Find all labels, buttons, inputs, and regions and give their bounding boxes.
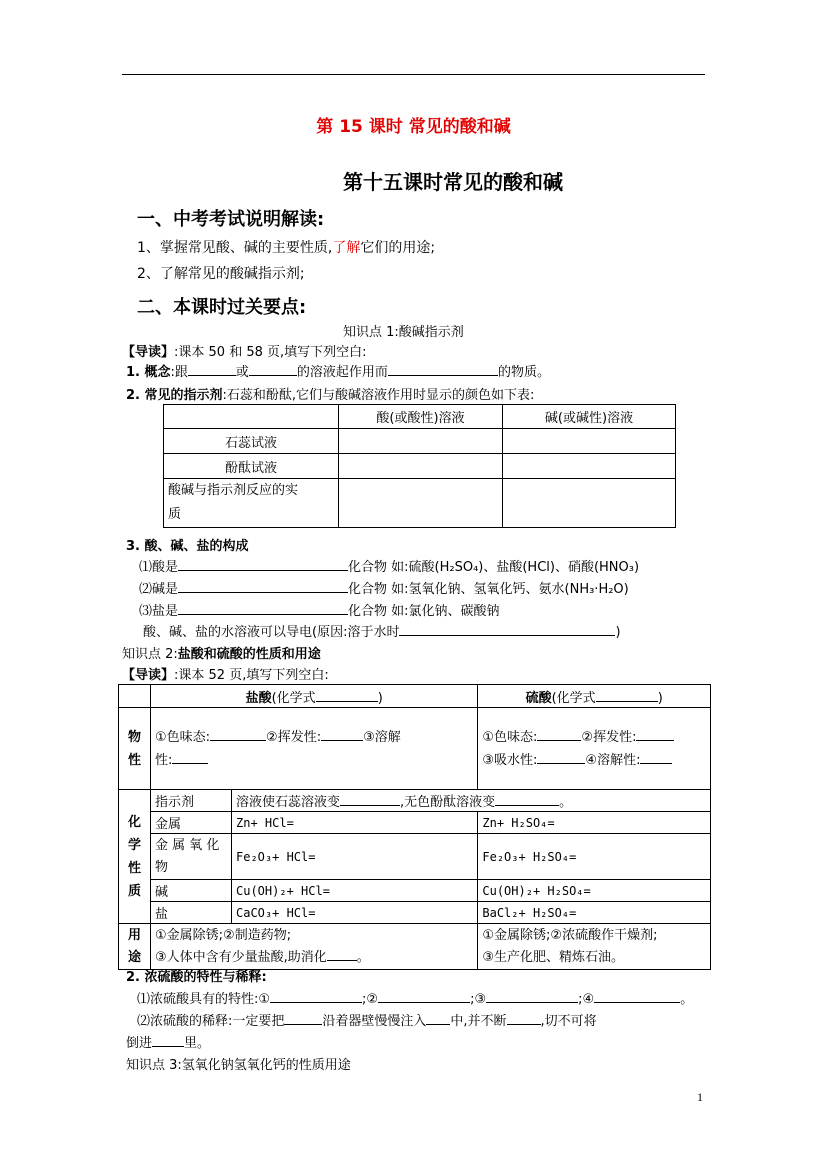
guide-1: 【导读】:课本 50 和 58 页,填写下列空白: [122, 345, 367, 360]
row-salt: 盐 [151, 902, 232, 924]
indicator-text: 溶液使石蕊溶液变 ,无色酚酞溶液变 。 [232, 790, 711, 812]
table1-cell[interactable] [339, 479, 503, 528]
lesson-title: 第十五课时常见的酸和碱 [343, 170, 563, 194]
hcl-header: 盐酸(化学式 ) [151, 685, 478, 708]
section-1-heading: 一、中考考试说明解读: [137, 209, 325, 230]
use-label: 用 途 [119, 924, 151, 970]
knowledge-point-2: 知识点 2:盐酸和硫酸的性质和用途 [122, 647, 321, 662]
table2-corner [119, 685, 151, 708]
oxide-h2so4: Fe₂O₃+ H₂SO₄= [478, 834, 711, 880]
table1-cell[interactable] [503, 479, 676, 528]
indicator-table [163, 404, 676, 528]
section-1-item-1: 1、掌握常见酸、碱的主要性质,了解它们的用途; [137, 240, 436, 256]
composition-title: 3. 酸、碱、盐的构成 [126, 539, 249, 554]
conc-acid-dilution: ⑵浓硫酸的稀释:一定要把 沿着器壁慢慢注入 中,并不断 ,切不可将 [137, 1014, 597, 1029]
guide-2: 【导读】:课本 52 页,填写下列空白: [122, 668, 329, 683]
knowledge-point-1: 知识点 1:酸碱指示剂 [343, 325, 464, 340]
table1-row-phenol: 酚酞试液 [164, 454, 339, 479]
table1-row-essence: 酸碱与指示剂反应的实 质 [164, 479, 339, 528]
metal-h2so4: Zn+ H₂SO₄= [478, 812, 711, 834]
oxide-hcl: Fe₂O₃+ HCl= [232, 834, 478, 880]
metal-hcl: Zn+ HCl= [232, 812, 478, 834]
lesson-title-red: 第 15 课时 常见的酸和碱 [316, 117, 511, 137]
table1-header-acid: 酸(或酸性)溶液 [339, 405, 503, 429]
salt-hcl: CaCO₃+ HCl= [232, 902, 478, 924]
row-indicator: 指示剂 [151, 790, 232, 812]
conc-acid-properties: ⑴浓硫酸具有的特性:① ;② ;③ ;④ 。 [137, 992, 694, 1007]
table1-cell[interactable] [503, 429, 676, 454]
composition-base: ⑵碱是 化合物 如:氢氧化钠、氢氧化钙、氨水(NH₃·H₂O) [139, 582, 629, 597]
section-1-item-2: 2、了解常见的酸碱指示剂; [137, 266, 305, 282]
row-base: 碱 [151, 880, 232, 902]
chemical-label: 化 学 性 质 [119, 790, 151, 924]
composition-salt: ⑶盐是 化合物 如:氯化钠、碳酸钠 [139, 604, 500, 619]
hcl-uses: ①金属除锈;②制造药物; ③人体中含有少量盐酸,助消化 。 [151, 924, 478, 970]
table1-cell[interactable] [339, 454, 503, 479]
h2so4-header: 硫酸(化学式 ) [478, 685, 711, 708]
composition-acid: ⑴酸是 化合物 如:硫酸(H₂SO₄)、盐酸(HCl)、硝酸(HNO₃) [139, 560, 640, 575]
knowledge-point-3: 知识点 3:氢氧化钠氢氧化钙的性质用途 [126, 1058, 351, 1073]
conc-acid-title: 2. 浓硫酸的特性与稀释: [126, 970, 267, 985]
concept-line: 1. 概念:跟 或 的溶液起作用而 的物质。 [126, 365, 550, 380]
base-hcl: Cu(OH)₂+ HCl= [232, 880, 478, 902]
salt-h2so4: BaCl₂+ H₂SO₄= [478, 902, 711, 924]
row-metal-oxide: 金 属 氧 化 物 [151, 834, 232, 880]
h2so4-uses: ①金属除锈;②浓硫酸作干燥剂; ③生产化肥、精炼石油。 [478, 924, 711, 970]
table1-cell[interactable] [339, 429, 503, 454]
table1-corner [164, 405, 339, 429]
hcl-physical: ①色味态: ②挥发性: ③溶解 性: [151, 708, 478, 790]
conductivity-line: 酸、碱、盐的水溶液可以导电(原因:溶于水时 ) [143, 625, 621, 640]
row-metal: 金属 [151, 812, 232, 834]
conc-acid-dilution-2: 倒进 里。 [126, 1036, 211, 1051]
indicator-line: 2. 常见的指示剂:石蕊和酚酞,它们与酸碱溶液作用时显示的颜色如下表: [126, 388, 535, 403]
base-h2so4: Cu(OH)₂+ H₂SO₄= [478, 880, 711, 902]
table1-cell[interactable] [503, 454, 676, 479]
header-rule [122, 74, 705, 75]
table1-header-base: 碱(或碱性)溶液 [503, 405, 676, 429]
table1-row-litmus: 石蕊试液 [164, 429, 339, 454]
page-number: 1 [697, 1090, 703, 1104]
physical-label: 物 性 [119, 708, 151, 790]
section-2-heading: 二、本课时过关要点: [137, 297, 307, 318]
acid-properties-table [118, 684, 711, 970]
h2so4-physical: ①色味态: ②挥发性: ③吸水性: ④溶解性: [478, 708, 711, 790]
